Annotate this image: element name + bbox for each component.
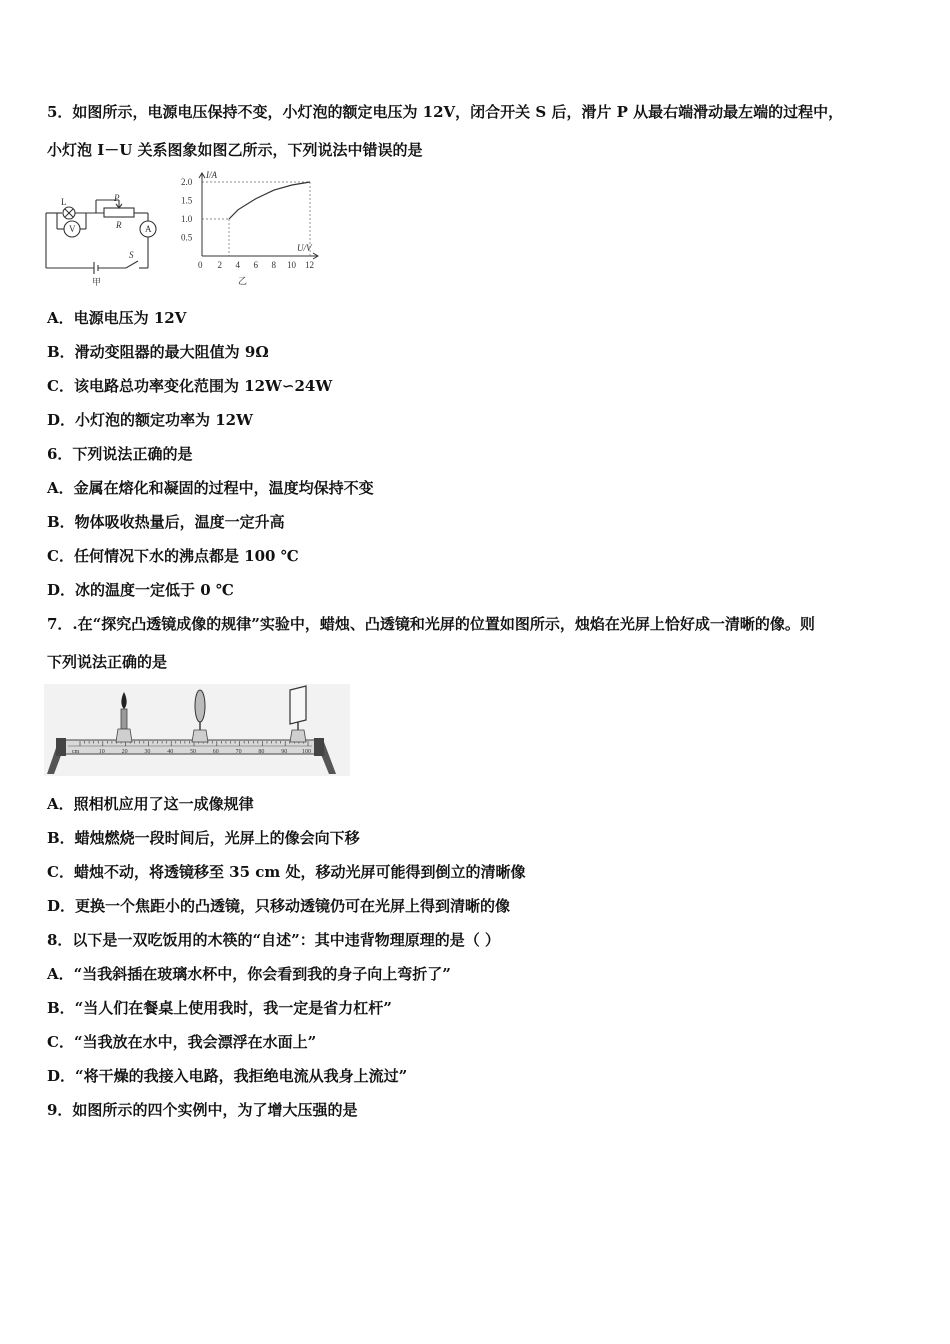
circuit-diagram (40, 188, 170, 286)
q6-option-a: A．金属在熔化和凝固的过程中，温度均保持不变 (47, 479, 374, 497)
q7-stem-line1: 7．.在“探究凸透镜成像的规律”实验中，蜡烛、凸透镜和光屏的位置如图所示，烛焰在光屏上恰好成一清晰的像。则 (47, 615, 815, 633)
rheostat-label: R (116, 220, 122, 230)
graph-ytick-label: 1.0 (181, 214, 193, 224)
q5-option-d: D．小灯泡的额定功率为 12W (47, 411, 253, 429)
graph-ytick-label: 1.5 (181, 195, 193, 206)
graph-xtick-label: 8 (271, 260, 276, 270)
light-screen (290, 686, 306, 742)
rail-end-right (314, 738, 324, 756)
voltmeter-label: V (69, 224, 76, 234)
q7-option-c: C．蜡烛不动，将透镜移至 35 cm 处，移动光屏可能得到倒立的清晰像 (47, 863, 526, 881)
bench-scale-label: 10 (98, 749, 105, 755)
bench-scale-label: 70 (235, 749, 242, 755)
q8-option-b: B．“当人们在餐桌上使用我时，我一定是省力杠杆” (47, 999, 392, 1017)
q5-option-b: B．滑动变阻器的最大阻值为 9Ω (47, 343, 269, 361)
q7-option-d: D．更换一个焦距小的凸透镜，只移动透镜仍可在光屏上得到清晰的像 (47, 897, 511, 915)
bench-scale-label: 60 (212, 749, 219, 755)
q5-option-a: A．电源电压为 12V (47, 309, 187, 327)
lamp-label: L (61, 197, 67, 207)
q7-option-b: B．蜡烛燃烧一段时间后，光屏上的像会向下移 (47, 829, 360, 847)
q5-stem-line1: 5．如图所示，电源电压保持不变，小灯泡的额定电压为 12V，闭合开关 S 后，滑片 P 从最右端滑动最左端的过程中， (47, 103, 844, 121)
graph-ylabel: I/A (206, 170, 217, 180)
graph-ytick-label: 0.5 (181, 232, 193, 243)
q7-stem-line2: 下列说法正确的是 (47, 653, 168, 671)
bench-scale-label: 40 (167, 749, 174, 755)
q6-option-c: C．任何情况下水的沸点都是 100 ℃ (47, 547, 299, 565)
switch-symbol (126, 261, 138, 268)
bench-scale-label: cm (72, 749, 80, 755)
graph-xtick-label: 0 (198, 260, 203, 270)
q8-option-d: D．“将干燥的我接入电路，我拒绝电流从我身上流过” (47, 1067, 408, 1085)
q6-option-d: D．冰的温度一定低于 0 ℃ (47, 581, 234, 599)
bench-scale-label: 90 (281, 749, 288, 755)
bench-scale-label: 20 (121, 749, 128, 755)
q5-option-c: C．该电路总功率变化范围为 12W∽24W (47, 377, 333, 395)
graph-xtick-label: 10 (287, 260, 296, 270)
graph-xtick-label: 4 (235, 260, 240, 270)
q9-stem: 9．如图所示的四个实例中，为了增大压强的是 (47, 1101, 358, 1119)
graph-xtick-label: 2 (217, 260, 222, 270)
graph-ytick-label: 2.0 (181, 177, 193, 187)
q8-stem: 8．以下是一双吃饭用的木筷的“自述”：其中违背物理原理的是（ ） (47, 931, 500, 949)
iu-curve (229, 182, 310, 219)
rail-end-left (56, 738, 66, 756)
bench-scale-label: 50 (190, 749, 196, 755)
q6-stem: 6．下列说法正确的是 (47, 445, 193, 463)
q8-option-a: A．“当我斜插在玻璃水杯中，你会看到我的身子向上弯折了” (47, 965, 451, 983)
graph-xtick-label: 12 (305, 260, 314, 270)
q8-option-c: C．“当我放在水中，我会漂浮在水面上” (47, 1033, 317, 1051)
iu-graph (178, 168, 328, 290)
bench-scale-label: 100 (302, 749, 311, 755)
bench-scale-label: 80 (258, 749, 265, 755)
optical-bench-figure (44, 684, 350, 776)
q6-option-b: B．物体吸收热量后，温度一定升高 (47, 513, 285, 531)
ammeter-label: A (145, 224, 152, 234)
q5-stem-line2: 小灯泡 I－U 关系图象如图乙所示，下列说法中错误的是 (47, 141, 423, 159)
slider-label: P (114, 193, 120, 203)
rheostat-symbol (104, 208, 134, 217)
switch-label: S (129, 250, 134, 260)
circuit-caption: 甲 (92, 277, 102, 286)
q7-option-a: A．照相机应用了这一成像规律 (47, 795, 254, 813)
graph-xlabel: U/V (297, 243, 312, 253)
graph-caption: 乙 (238, 276, 248, 286)
bench-scale-label: 30 (144, 749, 151, 755)
graph-xtick-label: 6 (253, 260, 258, 270)
